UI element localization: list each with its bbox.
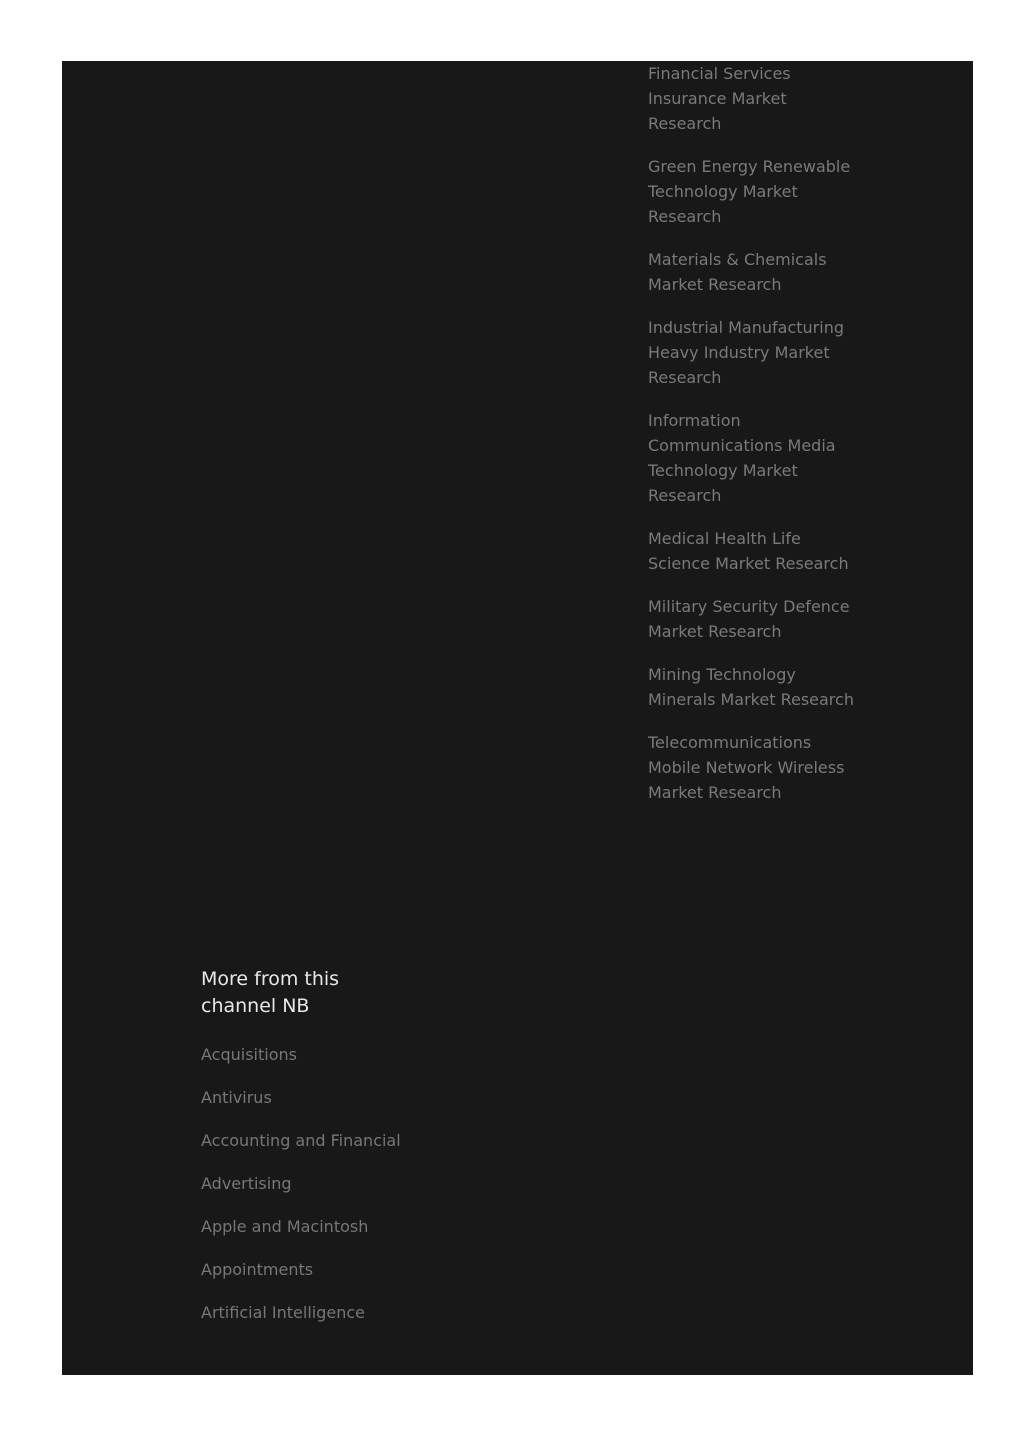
channel-link-acquisitions[interactable]: Acquisitions: [201, 1045, 297, 1064]
channel-link-advertising[interactable]: Advertising: [201, 1174, 292, 1193]
channel-list: [201, 1042, 401, 1325]
link-military-security[interactable]: Military Security Defence Market Research: [648, 597, 850, 641]
market-research-list: [648, 61, 863, 823]
channel-section: [201, 966, 401, 1343]
channel-link-accounting[interactable]: Accounting and Financial: [201, 1131, 401, 1150]
link-mining-technology[interactable]: Mining Technology Minerals Market Research: [648, 665, 854, 709]
link-materials-chemicals[interactable]: Materials & Chemicals Market Research: [648, 250, 827, 294]
link-medical-health[interactable]: Medical Health Life Science Market Research: [648, 529, 849, 573]
channel-link-antivirus[interactable]: Antivirus: [201, 1088, 272, 1107]
link-industrial-manufacturing[interactable]: Industrial Manufacturing Heavy Industry Market Research: [648, 318, 844, 387]
link-financial-services[interactable]: Financial Services Insurance Market Research: [648, 64, 791, 133]
link-telecommunications[interactable]: Telecommunications Mobile Network Wireless Market Research: [648, 733, 845, 802]
channel-link-ai[interactable]: Artificial Intelligence: [201, 1303, 365, 1322]
footer-panel: [62, 61, 973, 1375]
channel-link-apple[interactable]: Apple and Macintosh: [201, 1217, 369, 1236]
channel-link-appointments[interactable]: Appointments: [201, 1260, 314, 1279]
channel-title: More from this channel NB: [201, 968, 340, 1017]
link-information-communications[interactable]: Information Communications Media Technology Market Research: [648, 411, 836, 505]
link-green-energy[interactable]: Green Energy Renewable Technology Market Research: [648, 157, 851, 226]
